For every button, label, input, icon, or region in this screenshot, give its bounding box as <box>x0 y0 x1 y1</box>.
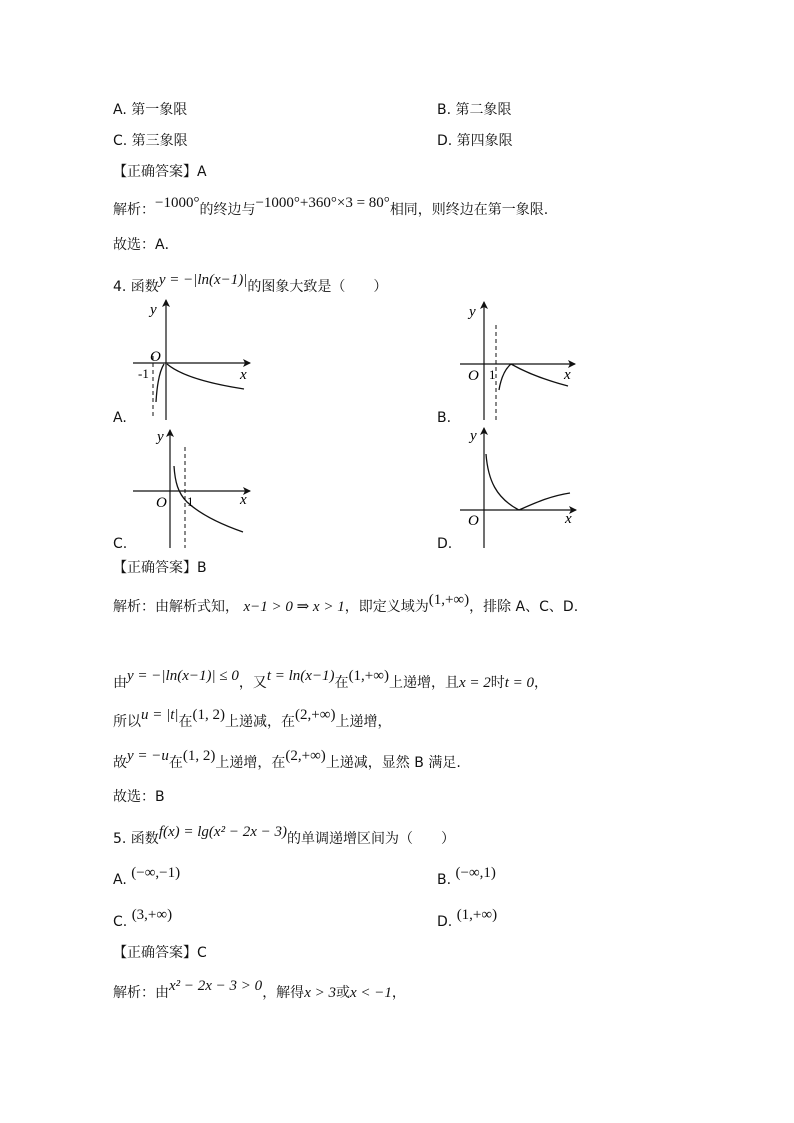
q5-stem <box>113 824 455 849</box>
l1-root2: x < −1 <box>349 985 392 1001</box>
graph-c <box>133 429 250 548</box>
q5-analysis-line1 <box>113 978 406 1003</box>
q5-answer: 【正确答案】C <box>113 945 207 961</box>
graph-b-origin: O <box>468 368 479 384</box>
stem-prefix: 5. 函数 <box>113 831 159 847</box>
q3-option-a: A. 第一象限 <box>113 102 188 118</box>
l1-expr: x² − 2x − 3 > 0 <box>169 978 263 994</box>
l3-interval1: (1, 2) <box>192 707 226 723</box>
q3-option-b: B. 第二象限 <box>437 102 512 118</box>
graph-a-origin: O <box>150 349 161 365</box>
q5-option-b <box>437 865 496 890</box>
l2-when: 时 <box>490 675 505 691</box>
option-value: (1,+∞) <box>456 907 498 923</box>
l2-expr: y = −|ln(x−1)| ≤ 0 <box>127 668 239 684</box>
l2-and: ，又 <box>238 675 267 691</box>
l3-interval2: (2,+∞) <box>295 707 336 723</box>
l1-mid: ，即定义域为 <box>344 599 429 615</box>
l2-comma: ， <box>534 675 549 691</box>
graph-a-curve-left <box>156 364 164 402</box>
function-expr: y = −|ln(x−1)| <box>158 272 248 288</box>
l1-prefix: 解析：由解析式知， <box>113 599 239 615</box>
option-label: B. <box>437 872 452 888</box>
l4-end: 上递减，显然 B 满足. <box>325 755 461 771</box>
graph-b-option-label: B. <box>437 410 452 426</box>
l4-y-def: y = −u <box>127 748 169 764</box>
l2-you: 由 <box>113 675 127 691</box>
graph-c-origin: O <box>156 495 167 511</box>
q3-option-c: C. 第三象限 <box>113 133 188 149</box>
analysis-end: 相同，则终边在第一象限. <box>389 202 549 218</box>
graph-a-curve-right <box>167 364 244 389</box>
q3-option-d: D. 第四象限 <box>437 133 513 149</box>
q4-choice: 故选：B <box>113 789 165 805</box>
l4-interval1: (1, 2) <box>182 748 216 764</box>
q5-option-c <box>113 907 173 932</box>
option-label: A. <box>113 872 127 888</box>
graph-b-curve-left <box>499 364 511 390</box>
graph-d-option-label: D. <box>437 536 453 552</box>
function-expr: f(x) = lg(x² − 2x − 3) <box>158 824 287 840</box>
l2-t-def: t = ln(x−1) <box>266 668 335 684</box>
graph-d-x-label: x <box>565 511 572 527</box>
q3-choice: 故选：A． <box>113 237 179 253</box>
l2-interval: (1,+∞) <box>348 668 389 684</box>
l1-domain: (1,+∞) <box>428 592 470 608</box>
l3-in1: 在 <box>178 714 193 730</box>
l3-u-def: u = |t| <box>141 707 179 723</box>
graph-b-y-label: y <box>469 304 476 320</box>
graph-b-curve-right <box>511 364 568 386</box>
equation-expr: −1000°+360°×3 = 80° <box>255 195 390 211</box>
l4-gu: 故 <box>113 755 127 771</box>
graph-c-x-label: x <box>240 492 247 508</box>
l1-mid: ，解得 <box>262 985 305 1001</box>
q4-analysis-line3 <box>113 707 392 732</box>
graph-c-y-label: y <box>157 429 164 445</box>
l3-so: 所以 <box>113 714 141 730</box>
option-value: (−∞,1) <box>455 865 496 881</box>
analysis-prefix: 解析： <box>113 202 155 218</box>
l1-root1: x > 3 <box>304 985 336 1001</box>
graph-d-y-label: y <box>470 428 477 444</box>
q4-analysis-line1 <box>113 592 579 617</box>
q3-answer: 【正确答案】A <box>113 164 207 180</box>
l1-or: 或 <box>335 985 350 1001</box>
l2-x-eq-2: x = 2 <box>458 675 491 691</box>
l2-in: 在 <box>334 675 349 691</box>
q5-option-d <box>437 907 498 932</box>
graph-c-tick: 1 <box>187 494 194 509</box>
l1-end: ， <box>391 985 406 1001</box>
l3-inc: 上递增， <box>335 714 392 730</box>
l4-inc: 上递增，在 <box>215 755 286 771</box>
l2-t-eq-0: t = 0 <box>504 675 535 691</box>
graph-a-tick: -1 <box>138 366 149 381</box>
l3-dec: 上递减，在 <box>225 714 296 730</box>
option-label: D. <box>437 914 453 930</box>
q4-analysis-line4 <box>113 748 461 773</box>
l4-in1: 在 <box>168 755 183 771</box>
graph-a-option-label: A. <box>113 410 127 426</box>
graph-d-curve-right <box>519 493 570 510</box>
graph-b <box>460 302 575 420</box>
q4-analysis-line2 <box>113 668 549 693</box>
stem-prefix: 4. 函数 <box>113 279 159 295</box>
graph-d-curve-left <box>486 454 519 510</box>
stem-suffix: 的图象大致是（ ） <box>247 279 388 295</box>
option-label: C. <box>113 914 128 930</box>
l1-expr: x−1 > 0 ⇒ x > 1 <box>243 599 345 615</box>
graph-b-tick: 1 <box>489 367 496 382</box>
graph-a-x-label: x <box>240 367 247 383</box>
option-value: (3,+∞) <box>131 907 173 923</box>
analysis-mid: 的终边与 <box>199 202 256 218</box>
angle-expr: −1000° <box>155 195 200 211</box>
l1-prefix: 解析：由 <box>113 985 169 1001</box>
q5-option-a <box>113 865 181 890</box>
graph-c-option-label: C. <box>113 536 128 552</box>
q4-answer: 【正确答案】B <box>113 560 207 576</box>
graph-d <box>460 428 576 548</box>
l4-interval2: (2,+∞) <box>285 748 326 764</box>
graph-a <box>133 300 250 420</box>
graph-b-x-label: x <box>564 367 571 383</box>
graph-c-curve <box>174 466 243 532</box>
l1-end: ，排除 A、C、D. <box>469 599 579 615</box>
graph-d-origin: O <box>468 513 479 529</box>
l2-inc: 上递增，且 <box>388 675 459 691</box>
graph-a-y-label: y <box>150 302 157 318</box>
stem-suffix: 的单调递增区间为（ ） <box>286 831 455 847</box>
option-value: (−∞,−1) <box>131 865 181 881</box>
